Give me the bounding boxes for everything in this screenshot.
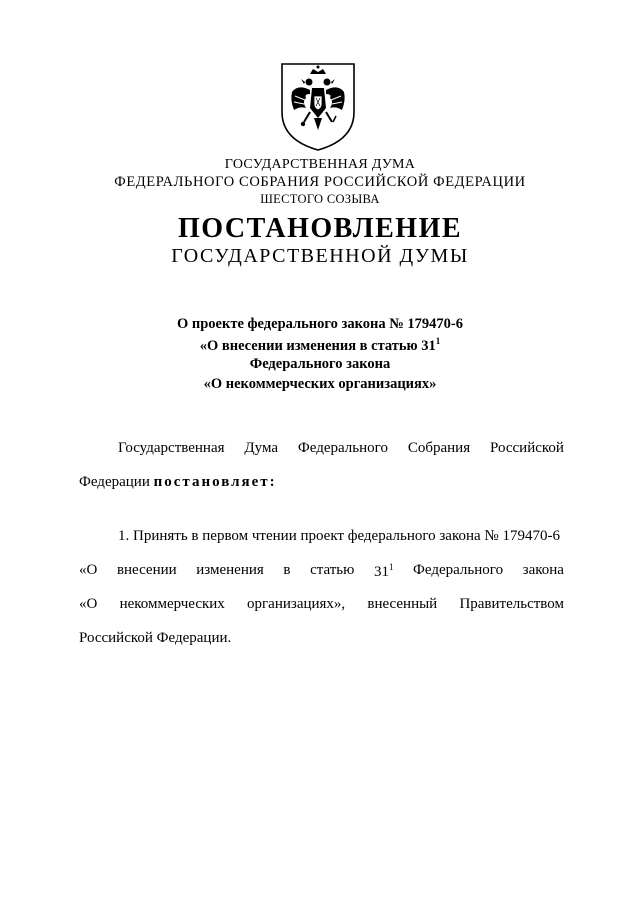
preamble-text: Федерации	[79, 474, 150, 490]
item1-word: статью	[310, 562, 355, 578]
item1-word: изменения	[196, 562, 264, 578]
header-line-federal-assembly: ФЕДЕРАЛЬНОГО СОБРАНИЯ РОССИЙСКОЙ ФЕДЕРАЦИИ	[114, 174, 526, 190]
preamble-word: Государственная	[118, 440, 225, 456]
item1-word: внесении	[116, 562, 177, 578]
header-line-duma: ГОСУДАРСТВЕННАЯ ДУМА	[224, 157, 416, 172]
item1-word: закона	[522, 562, 564, 578]
item1-line-4: Российской Федерации.	[79, 630, 232, 646]
preamble-word: Федерального	[297, 440, 388, 456]
item1-word: некоммерческих	[119, 596, 225, 612]
subject-line-2-superscript: 1	[435, 336, 441, 346]
item1-word: «О	[79, 562, 98, 578]
item1-word: «О	[79, 596, 98, 612]
subject-line-2-text: «О внесении изменения в статью 31	[199, 338, 436, 354]
preamble-line-2	[79, 474, 277, 491]
item1-article-superscript: 1	[388, 562, 394, 572]
item1-article	[374, 562, 394, 581]
document-title: ПОСТАНОВЛЕНИЕ	[177, 213, 463, 244]
coat-of-arms-icon	[276, 60, 360, 152]
subject-line-4: «О некоммерческих организациях»	[203, 376, 437, 392]
item1-line-2	[79, 562, 564, 581]
subject-line-1: О проекте федерального закона № 179470-6	[176, 316, 464, 332]
preamble-word: Собрания	[407, 440, 471, 456]
subject-line-2	[0, 336, 640, 355]
item1-word: Федерального	[413, 562, 504, 578]
preamble-word: Дума	[244, 440, 279, 456]
document-subtitle: ГОСУДАРСТВЕННОЙ ДУМЫ	[171, 245, 469, 267]
preamble-line-1	[118, 440, 564, 457]
item1-word: Правительством	[459, 596, 564, 612]
item1-word: в	[283, 562, 291, 578]
header-line-convocation: ШЕСТОГО СОЗЫВА	[260, 192, 380, 206]
preamble-word: Российской	[490, 440, 564, 456]
item1-word: организациях»,	[247, 596, 346, 612]
item1-article-number: 31	[373, 564, 389, 580]
item1-line-1: 1. Принять в первом чтении проект федерального закона № 179470-6	[118, 528, 560, 544]
subject-line-3: Федерального закона	[249, 356, 391, 372]
item1-line-3	[79, 596, 564, 613]
item1-word: внесенный	[367, 596, 438, 612]
preamble-resolves: постановляет:	[153, 474, 277, 490]
